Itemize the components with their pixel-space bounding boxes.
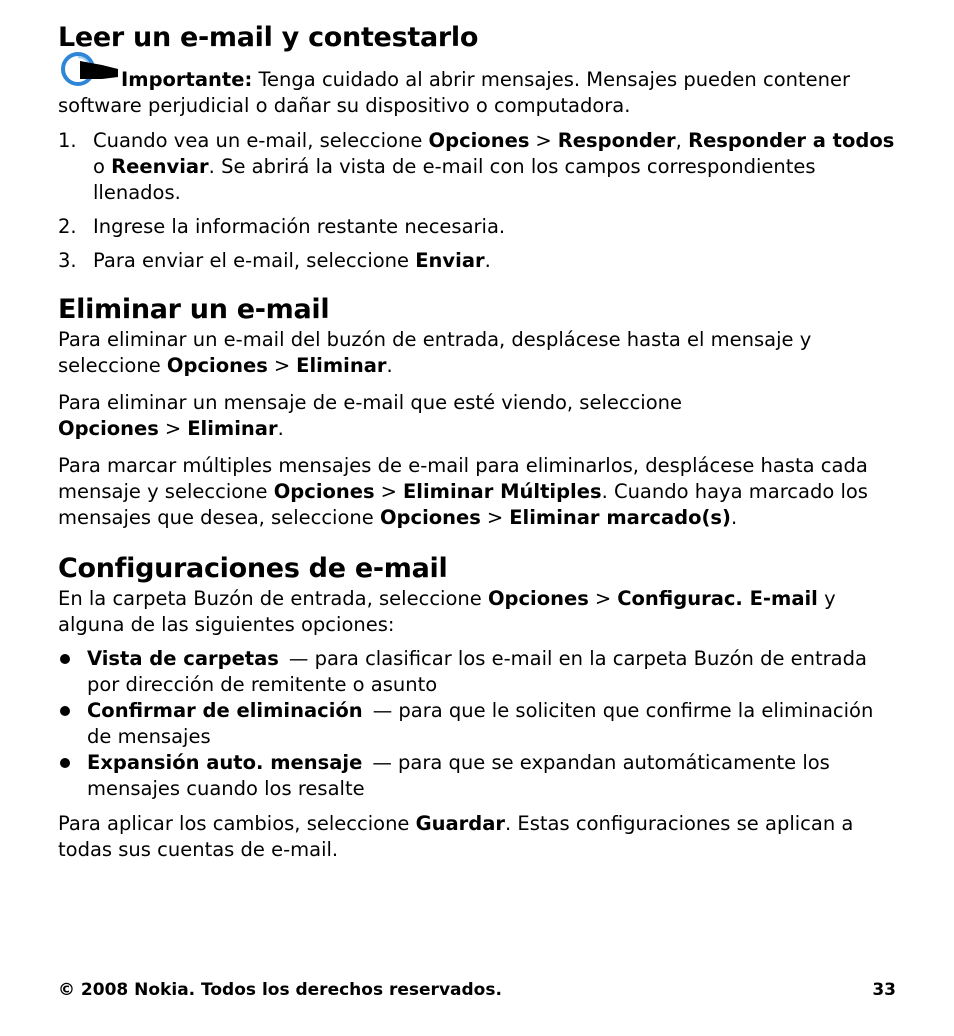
step-text: , [675, 129, 689, 152]
paragraph-text: Para eliminar un mensaje de e-mail que esté viendo, seleccione [58, 391, 683, 414]
menu-option-eliminar: Eliminar [187, 417, 278, 440]
menu-separator: > [594, 587, 612, 610]
section-title-settings: Configuraciones de e-mail [58, 553, 448, 584]
option-name: Expansión auto. mensaje [87, 751, 363, 774]
menu-separator: > [535, 129, 552, 152]
menu-option-eliminar-marcados: Eliminar marcado(s) [509, 506, 731, 529]
settings-options-list [58, 646, 898, 802]
paragraph-text: En la carpeta Buzón de entrada, seleccione [58, 587, 488, 610]
delete-paragraph-1 [58, 327, 898, 379]
step-text: . Se abrirá la vista de e-mail con los campos correspondientes llenados. [93, 155, 816, 204]
paragraph-text: . Cuando haya marcado los mensajes que desea, seleccione [58, 480, 868, 529]
note-paragraph [58, 67, 898, 119]
menu-option-eliminar: Eliminar [296, 354, 387, 377]
copyright-text: © 2008 Nokia. Todos los derechos reservados. [58, 980, 502, 1000]
paragraph-text: y alguna de las siguientes opciones: [58, 587, 836, 636]
section-title-read-reply: Leer un e-mail y contestarlo [58, 22, 479, 53]
option-description: — para clasificar los e-mail en la carpeta Buzón de entrada por dirección de remitente o asunto [87, 647, 867, 696]
important-note [58, 67, 898, 119]
step-number: 3. [58, 249, 77, 272]
step-text: Cuando vea un e-mail, seleccione [93, 129, 429, 152]
menu-option-enviar: Enviar [415, 249, 485, 272]
step-text: Para enviar el e-mail, seleccione [93, 249, 416, 272]
paragraph-text: Para marcar múltiples mensajes de e-mail para eliminarlos, desplácese hasta cada mensaje y seleccione [58, 454, 868, 503]
list-item [58, 750, 898, 802]
paragraph-text: . [386, 354, 393, 377]
option-name: Confirmar de eliminación [87, 699, 363, 722]
reply-steps-list [58, 128, 898, 274]
page-content [58, 0, 898, 863]
option-description: — para que se expandan automáticamente los mensajes cuando los resalte [87, 751, 830, 800]
menu-option-guardar: Guardar [415, 812, 506, 835]
menu-separator: > [486, 506, 504, 529]
menu-option-opciones: Opciones [273, 480, 375, 503]
menu-option-opciones: Opciones [166, 354, 268, 377]
settings-outro [58, 811, 898, 863]
paragraph-text: . Estas configuraciones se aplican a todas sus cuentas de e-mail. [58, 812, 854, 861]
menu-separator: > [164, 417, 182, 440]
important-note-icon [58, 51, 122, 87]
menu-option-configurac-email: Configurac. E-mail [617, 587, 818, 610]
delete-paragraph-3 [58, 453, 898, 531]
section-title-delete: Eliminar un e-mail [58, 294, 330, 325]
step-text: . [484, 249, 491, 272]
step-number: 2. [58, 215, 77, 238]
list-item [58, 646, 898, 698]
option-description: — para que le soliciten que confirme la eliminación de mensajes [87, 699, 874, 748]
menu-option-eliminar-multiples: Eliminar Múltiples [402, 480, 602, 503]
paragraph-text: . [730, 506, 738, 529]
note-text: Tenga cuidado al abrir mensajes. Mensajes pueden contener software perjudicial o dañar su dispositivo o computadora. [58, 68, 851, 117]
menu-option-reenviar: Reenviar [111, 155, 209, 178]
list-item [58, 128, 898, 206]
list-item [58, 248, 898, 274]
bullet-icon [60, 706, 70, 716]
paragraph-text: . [277, 417, 284, 440]
paragraph-text: Para eliminar un e-mail del buzón de entrada, desplácese hasta el mensaje y seleccione [58, 328, 812, 377]
list-item [58, 698, 898, 750]
delete-paragraph-2 [58, 390, 898, 442]
menu-option-opciones: Opciones [487, 587, 589, 610]
bullet-icon [60, 654, 70, 664]
menu-option-responder: Responder [557, 129, 676, 152]
paragraph-text: Para aplicar los cambios, seleccione [58, 812, 416, 835]
menu-option-opciones: Opciones [58, 417, 159, 440]
step-text: Ingrese la información restante necesaria. [93, 215, 506, 238]
step-number: 1. [58, 129, 77, 152]
option-name: Vista de carpetas [87, 647, 279, 670]
menu-separator: > [273, 354, 291, 377]
page-footer [58, 977, 896, 1003]
settings-intro [58, 586, 898, 638]
note-label: Importante: [121, 68, 253, 91]
bullet-icon [60, 758, 70, 768]
list-item [58, 214, 898, 240]
page-number: 33 [872, 980, 896, 1000]
menu-option-opciones: Opciones [428, 129, 530, 152]
menu-separator: > [380, 480, 397, 503]
menu-option-opciones: Opciones [379, 506, 481, 529]
menu-option-responder-todos: Responder a todos [688, 129, 895, 152]
step-text: o [93, 155, 112, 178]
